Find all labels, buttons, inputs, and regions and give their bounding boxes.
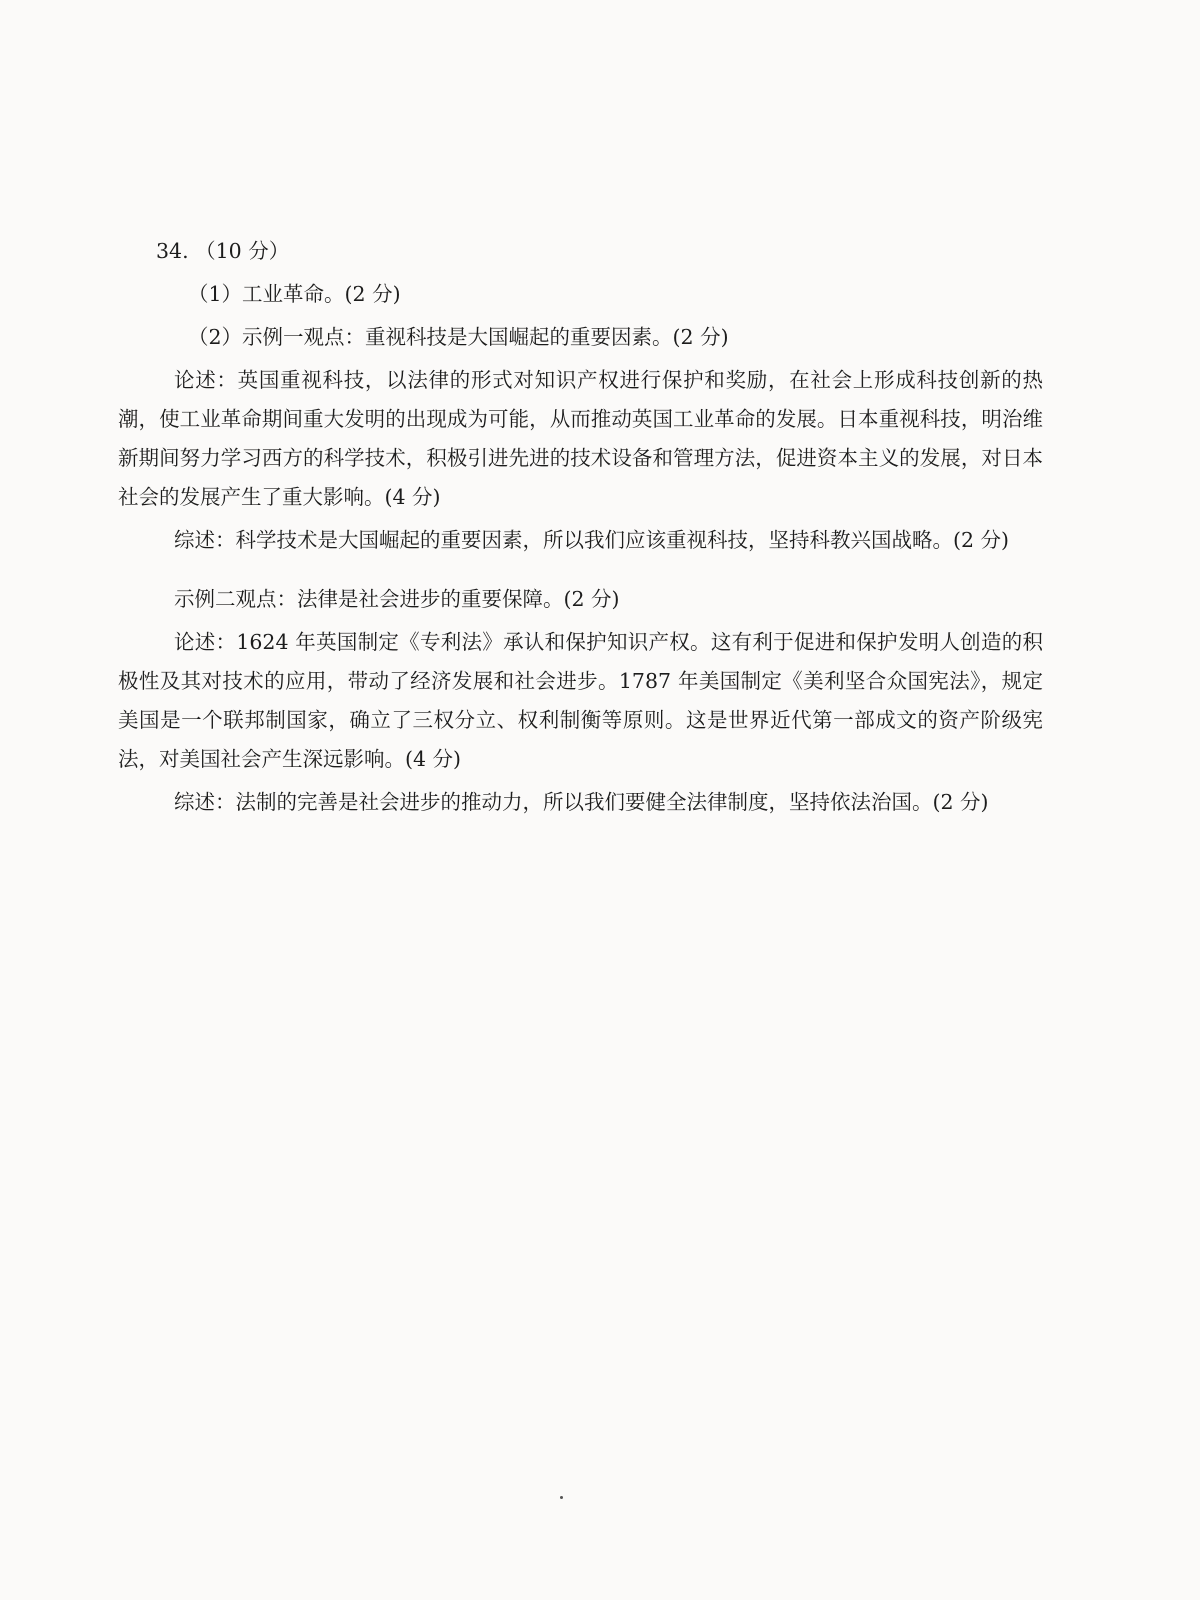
example2-lunshu: 论述：1624 年英国制定《专利法》承认和保护知识产权。这有利于促进和保护发明人创造的积极性及其对技术的应用，带动了经济发展和社会进步。1787 年美国制定《美利坚合众国宪法》，规定美国是一个联邦制国家，确立了三权分立、权利制衡等原则。这是世界近代第一部成文的资产阶级宪法，对美国社会产生深远影响。(4 分) <box>118 630 1043 771</box>
example2-zongshu: 综述：法制的完善是社会进步的推动力，所以我们要健全法律制度，坚持依法治国。(2 分) <box>174 790 989 814</box>
answer-content <box>118 232 1043 826</box>
part-2-header: （2）示例一观点：重视科技是大国崛起的重要因素。(2 分) <box>188 325 729 349</box>
example1-lunshu: 论述：英国重视科技，以法律的形式对知识产权进行保护和奖励，在社会上形成科技创新的热潮，使工业革命期间重大发明的出现成为可能，从而推动英国工业革命的发展。日本重视科技，明治维新期间努力学习西方的科学技术，积极引进先进的技术设备和管理方法，促进资本主义的发展，对日本社会的发展产生了重大影响。(4 分) <box>118 368 1043 509</box>
question-header <box>156 232 1043 271</box>
example2-viewpoint: 示例二观点：法律是社会进步的重要保障。(2 分) <box>174 587 620 611</box>
question-score: （10 分） <box>195 239 290 263</box>
spacer <box>118 564 1043 580</box>
example1-zongshu: 综述：科学技术是大国崛起的重要因素，所以我们应该重视科技，坚持科教兴国战略。(2 分) <box>174 528 1010 552</box>
question-number: 34. <box>156 239 189 263</box>
scan-speck <box>560 1496 563 1499</box>
part-1-answer: （1）工业革命。(2 分) <box>188 282 401 306</box>
